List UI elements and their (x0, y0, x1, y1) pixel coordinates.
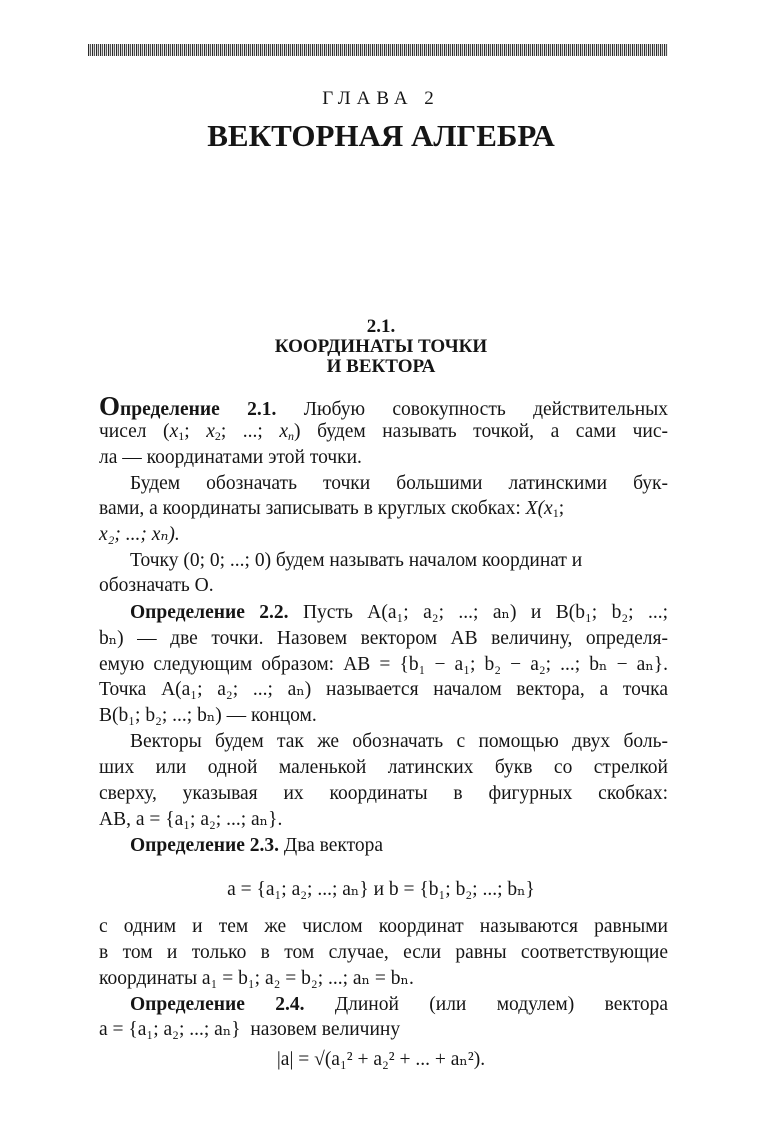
def1-text: чисел ( (99, 421, 170, 442)
def3-label: Определение 2.3. (130, 835, 280, 856)
para2-line2: обозначать O. (99, 575, 214, 596)
def1-line3: ла — координатами этой точки. (99, 447, 362, 468)
def1-text: Любую совокупность действительных (303, 399, 669, 420)
header-decorative-bar (88, 44, 668, 56)
section-number: 2.1. (366, 316, 396, 337)
def3-line2: с одним и тем же числом координат называются равными (99, 916, 668, 937)
def2-line4: Точка A(a₁; a₂; ...; aₙ) называется началом вектора, а точка (99, 679, 668, 700)
def2-label: Определение 2.2. (130, 602, 289, 623)
def1-line2: чисел ($x_1$; $x_2$; ...; $x_n$) будем называть точкой, а сами чис- (99, 421, 669, 443)
para1-line3 (99, 523, 668, 547)
para1-math: x₂; ...; xₙ). (99, 524, 180, 545)
section-title-line1: КООРДИНАТЫ ТОЧКИ (274, 336, 488, 357)
def2-text: Пусть A(a₁; a₂; ...; aₙ) и B(b₁; b₂; ...; (302, 602, 669, 623)
def1-drop-letter: О (99, 391, 121, 421)
para2-line1: Точку (0; 0; ...; 0) будем называть началом координат и (130, 550, 583, 571)
def1-line1 (99, 391, 669, 422)
section-title-line2: И ВЕКТОРА (326, 356, 436, 377)
para3-line1: Векторы будем так же обозначать с помощью двух боль- (130, 731, 668, 752)
def4-line2 (99, 1018, 668, 1042)
para1-text: вами, а координаты записывать в круглых скобках: (99, 498, 521, 519)
def2-line5: B(b₁; b₂; ...; bₙ) — концом. (99, 705, 317, 726)
para3-line4: AB, a = {a₁; a₂; ...; aₙ}. (99, 809, 283, 830)
def4-math: a = {a₁; a₂; ...; aₙ} (99, 1019, 241, 1040)
def1-text: ) будем называть точкой, а сами чис- (294, 421, 669, 442)
def4-text: Длиной (или модулем) вектора (334, 994, 668, 1015)
def4-text: назовем величину (250, 1019, 401, 1040)
para1-line1: Будем обозначать точки большими латинскими бук- (130, 473, 668, 494)
def2-line3: емую следующим образом: AB = {b₁ − a₁; b₂ − a₂; ...; bₙ − aₙ}. (99, 654, 668, 675)
def4-formula: |a| = √(a₁² + a₂² + ... + aₙ²). (276, 1049, 486, 1070)
def3-formula: a = {a₁; a₂; ...; aₙ} и b = {b₁; b₂; ...; bₙ} (227, 879, 535, 900)
def2-line1 (130, 601, 668, 625)
def4-label: Определение 2.4. (130, 994, 305, 1015)
para1-line2: вами, а координаты записывать в круглых скобках: $X(x_1$; (99, 498, 565, 520)
def3-line4: координаты a₁ = b₁; a₂ = b₂; ...; aₙ = bₙ. (99, 968, 414, 989)
chapter-title: ВЕКТОРНАЯ АЛГЕБРА (207, 118, 555, 153)
def4-line1 (130, 993, 668, 1017)
def3-line1 (130, 834, 668, 858)
para3-line3: сверху, указывая их координаты в фигурных скобках: (99, 783, 668, 804)
def1-label: пределение 2.1. (120, 399, 277, 420)
chapter-label: ГЛАВА 2 (322, 88, 440, 109)
para3-line2: ших или одной маленькой латинских букв со стрелкой (99, 757, 668, 778)
def3-text: Два вектора (283, 835, 384, 856)
para1-math: X(x (525, 498, 553, 519)
def3-line3: в том и только в том случае, если равны соответствующие (99, 942, 668, 963)
def2-line2: bₙ) — две точки. Назовем вектором AB величину, определя- (99, 628, 668, 649)
